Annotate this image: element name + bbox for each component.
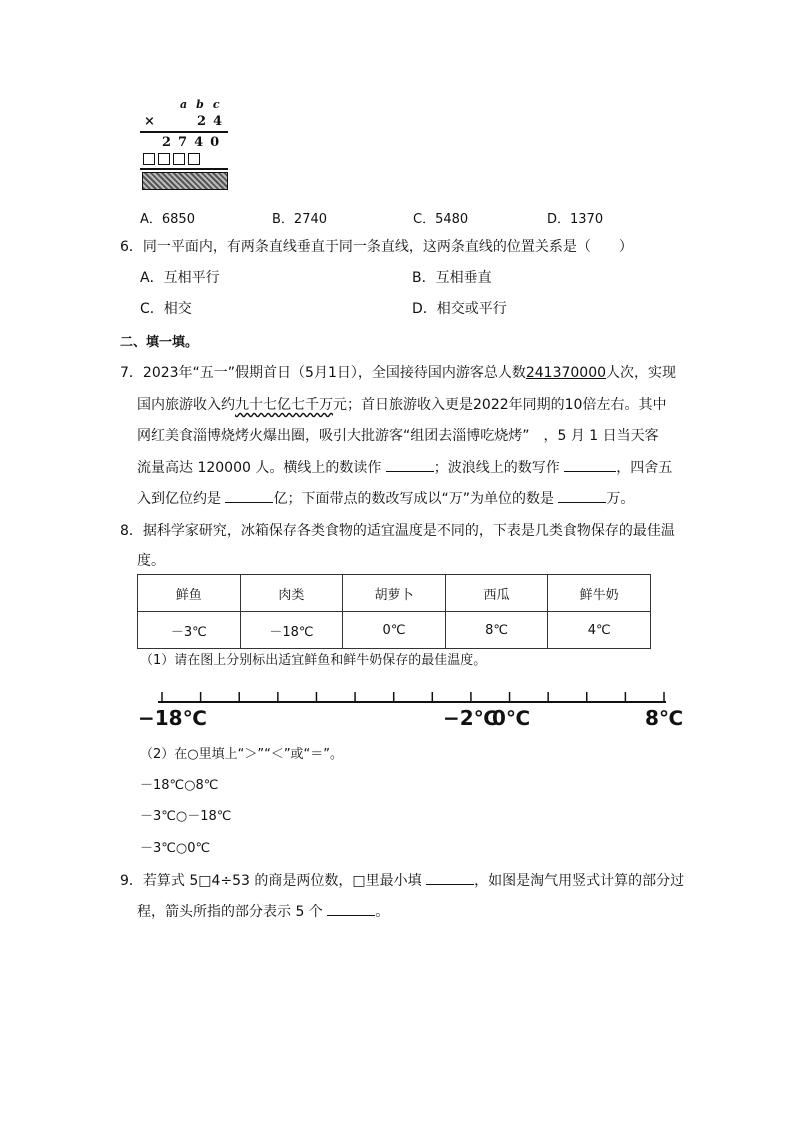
q6-option-d[interactable]: D．相交或平行 (412, 301, 507, 317)
q8-sub-question-2: （2）在○里填上“＞”“＜”或“＝”。 (140, 747, 344, 762)
blank-box (143, 153, 155, 165)
q7-line-3 (137, 421, 659, 451)
multiplication-figure (140, 98, 235, 193)
temperature-number-line[interactable] (150, 684, 710, 708)
table-cell: 0℃ (343, 612, 446, 649)
obscured-result (142, 172, 228, 190)
q6-option-b[interactable]: B．互相垂直 (412, 270, 492, 286)
product-line-1 (140, 131, 228, 133)
q7-text: 网红美食淄博烧烤火爆出圈，吸引大批游客“组团去淄博吃烧烤” ，5 月 1 日当天客 (137, 428, 659, 444)
table-header-cell: 西瓜 (445, 575, 548, 612)
q7-text: 人次，实现 (606, 365, 677, 381)
q5-option-b[interactable]: B．2740 (272, 212, 328, 227)
label-eight: 8℃ (645, 706, 684, 730)
label-minus-2: −2℃ (443, 706, 498, 730)
answer-blank-wan[interactable] (558, 488, 606, 503)
comparison-3[interactable]: －3℃○0℃ (140, 841, 211, 856)
answer-blank-digit[interactable] (426, 870, 474, 885)
q9-line-2 (137, 897, 389, 927)
q7-wavy-number: 九十七亿七千万 (235, 397, 333, 413)
table-row (138, 575, 651, 612)
q7-line-2 (137, 390, 666, 420)
q5-option-a[interactable]: A．6850 (140, 212, 195, 227)
q7-text: 7．2023年“五一”假期首日（5月1日），全国接待国内游客总人数 (120, 365, 526, 381)
q9-text: 9．若算式 5□4÷53 的商是两位数，□里最小填 (120, 873, 422, 889)
product-line-2 (140, 168, 228, 170)
q7-text: 亿；下面带点的数改写成以“万”为单位的数是 (273, 491, 554, 507)
answer-blank-read[interactable] (386, 457, 434, 472)
table-cell: －3℃ (138, 612, 241, 649)
label-minus-18: −18℃ (138, 706, 207, 730)
label-zero: 0℃ (492, 706, 531, 730)
blank-box (188, 153, 200, 165)
table-cell: 4℃ (548, 612, 651, 649)
multiplicand-letters: abc (180, 98, 229, 111)
q9-text: ，如图是淘气用竖式计算的部分过 (474, 873, 685, 889)
partial-product: 2740 (162, 135, 227, 150)
q7-text: 入到亿位约是 (137, 491, 221, 507)
q7-text: ，四舍五 (616, 460, 673, 476)
q7-underlined-number: 241370000 (525, 365, 607, 381)
q5-option-c[interactable]: C．5480 (413, 212, 469, 227)
table-cell: －18℃ (240, 612, 343, 649)
answer-blank-round[interactable] (225, 488, 273, 503)
answer-blank-write[interactable] (564, 457, 616, 472)
section-title: 二、填一填。 (120, 335, 199, 350)
comparison-2[interactable]: －3℃○－18℃ (140, 809, 232, 824)
blank-boxes (143, 153, 203, 169)
q9-text: 程，箭头所指的部分表示 5 个 (137, 904, 323, 920)
q7-text: 元；首日旅游收入更是2022年同期的10倍左右。其中 (333, 397, 667, 413)
q7-line-4 (137, 453, 672, 483)
blank-box (158, 153, 170, 165)
food-temperature-table (137, 574, 651, 649)
q7-line-5 (137, 484, 634, 514)
q7-text: 流量高达 120000 人。横线上的数读作 (137, 460, 382, 476)
q7-line-1 (120, 358, 676, 388)
multiplier: 24 (197, 114, 230, 129)
times-sign: × (144, 114, 162, 129)
comparison-1[interactable]: －18℃○8℃ (140, 778, 219, 793)
q5-option-d[interactable]: D．1370 (547, 212, 604, 227)
table-header-cell: 鲜牛奶 (548, 575, 651, 612)
table-row (138, 612, 651, 649)
blank-box (173, 153, 185, 165)
table-header-cell: 鲜鱼 (138, 575, 241, 612)
table-header-cell: 胡萝卜 (343, 575, 446, 612)
q7-text: 国内旅游收入约 (137, 397, 235, 413)
q6-option-c[interactable]: C．相交 (140, 301, 192, 317)
table-header-cell: 肉类 (240, 575, 343, 612)
q7-text: 万。 (606, 491, 635, 507)
answer-blank-meaning[interactable] (327, 901, 375, 916)
q6-stem: 6．同一平面内，有两条直线垂直于同一条直线，这两条直线的位置关系是（ ） (120, 239, 633, 255)
q8-stem-line-1: 8．据科学家研究，冰箱保存各类食物的适宜温度是不同的，下表是几类食物保存的最佳温 (120, 523, 675, 539)
q8-stem-line-2: 度。 (137, 553, 165, 569)
q6-option-a[interactable]: A．互相平行 (140, 270, 220, 286)
q8-sub-question-1: （1）请在图上分别标出适宜鲜鱼和鲜牛奶保存的最佳温度。 (140, 653, 487, 668)
table-cell: 8℃ (445, 612, 548, 649)
q7-text: ；波浪线上的数写作 (433, 460, 560, 476)
q9-text: 。 (375, 904, 390, 920)
number-line-ticks (162, 692, 664, 702)
q9-line-1 (120, 866, 684, 896)
